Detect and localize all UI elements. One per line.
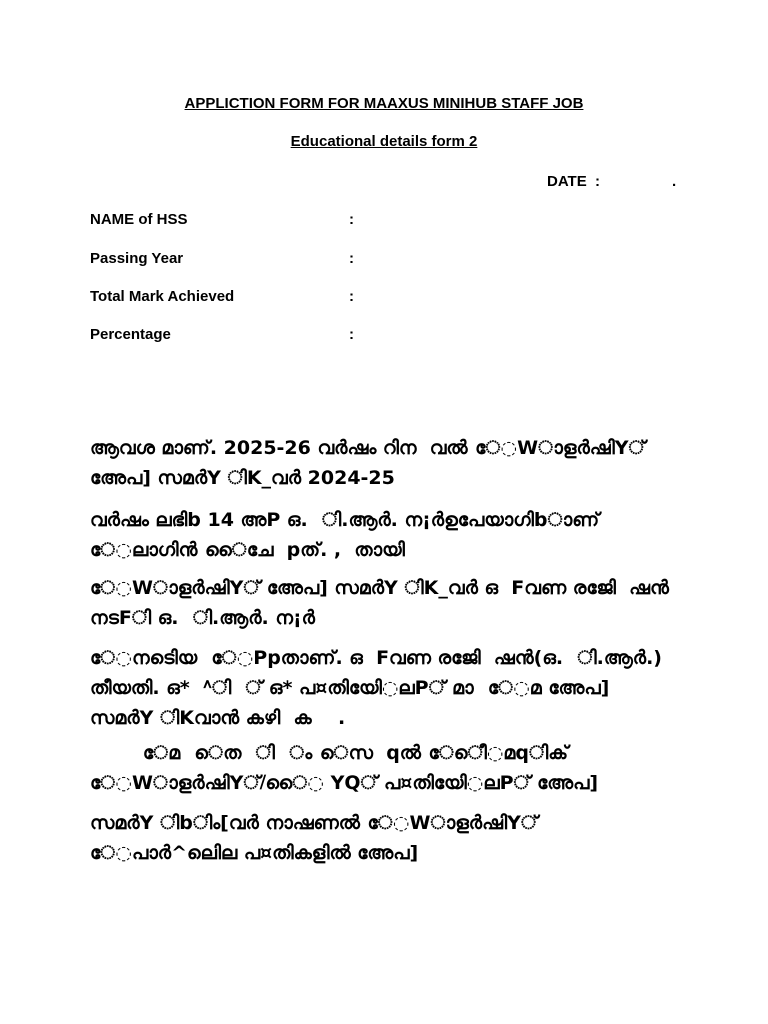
field-colon: : bbox=[349, 288, 354, 305]
instruction-paragraph-1: ആവശ മാണ്. 2025-26 വർഷം റിന വൽ േ◌WാളർഷിY് അേപ] സമർY ിK_വർ 2024-25 bbox=[90, 437, 646, 489]
field-label-name-of-hss: NAME of HSS bbox=[90, 211, 188, 228]
field-colon: : bbox=[349, 250, 354, 267]
instruction-paragraph-6: സമർY ിbിം[വർ നാഷണൽ േ◌WാളർഷിY് േ◌പാർ^ലിെല പ¤തികളിൽ അേപ] bbox=[90, 812, 538, 864]
field-label-percentage: Percentage bbox=[90, 326, 171, 343]
instruction-paragraph-4: േ◌നടിെയ േ◌Ppതാണ്. ഒ Fവണ രജിേ ഷൻ(ഒ. ി.ആർ.) തീയതി. ഒ* ^ി ് ഒ* പ¤തിയിേ◌ലP് മാ േ◌മ അേപ] സമർY ിKവാൻ കഴി ക . bbox=[90, 647, 662, 729]
instruction-paragraph-5: േമ െത ി ം െസ qൽ േ◌ീെ◌മqിക് േ◌WാളർഷിY്/ൈ◌ YQ് പ¤തിയിേ◌ലP് അേപ] bbox=[90, 742, 598, 794]
field-label-passing-year: Passing Year bbox=[90, 250, 184, 267]
field-colon: : bbox=[349, 211, 354, 228]
field-colon: : bbox=[349, 326, 354, 343]
form-title: APPLICTION FORM FOR MAAXUS MINIHUB STAFF JOB bbox=[184, 95, 584, 112]
instruction-paragraph-2: വർഷം ലഭിb 14 അP ഒ. ി.ആർ. ന¡ർഉപേയാഗിbാണ് േ◌ലാഗിൻ ൈചേ pത്. , തായി bbox=[90, 509, 600, 561]
form-subtitle: Educational details form 2 bbox=[290, 133, 478, 150]
field-label-total-mark: Total Mark Achieved bbox=[90, 288, 235, 305]
instruction-paragraph-3: േ◌WാളർഷിY് അേപ] സമർY ിK_വർ ഒ Fവണ രജിേ ഷൻ നടFി ഒ. ി.ആർ. ന¡ർ bbox=[90, 577, 669, 629]
date-value: . bbox=[672, 173, 677, 190]
date-label: DATE : bbox=[547, 173, 601, 190]
